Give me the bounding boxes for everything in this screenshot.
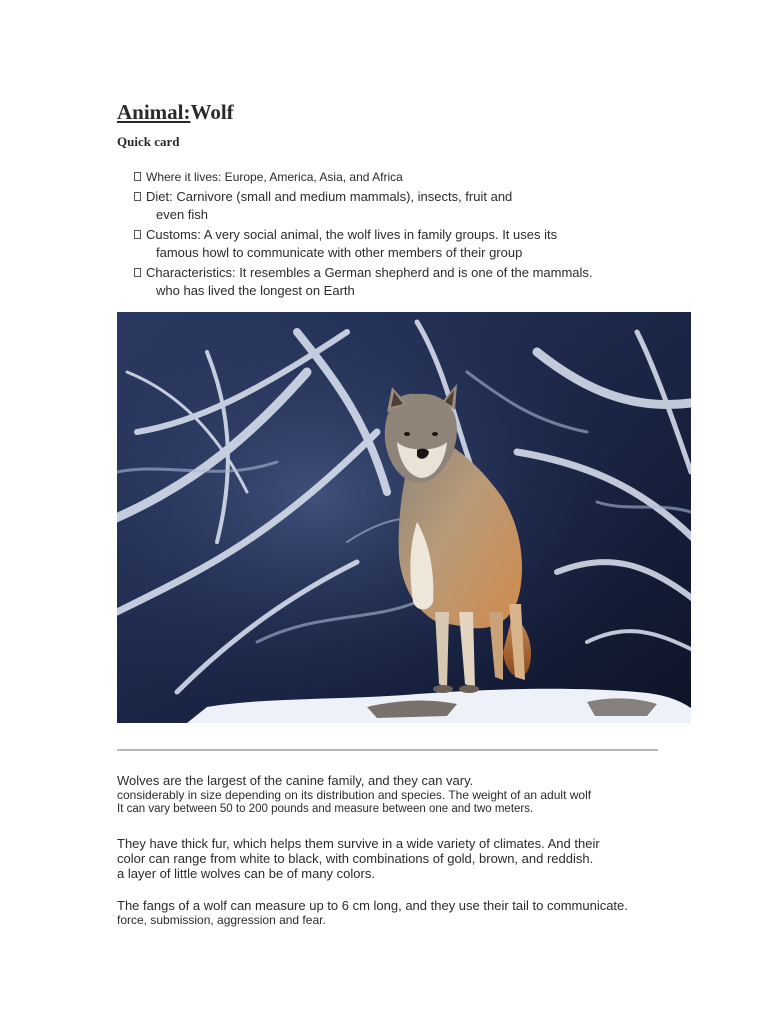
section-subtitle: Quick card [117, 134, 180, 149]
fact-line: Where it lives: Europe, America, Asia, and Africa [146, 170, 403, 184]
paragraph-line: Wolves are the largest of the canine family, and they can vary. [117, 773, 474, 788]
page-title [117, 99, 234, 125]
fact-habitat [134, 168, 634, 186]
fact-diet [134, 188, 634, 224]
square-bullet-icon [134, 172, 141, 181]
paragraph-line: a layer of little wolves can be of many colors. [117, 866, 375, 881]
horizontal-divider [117, 749, 658, 751]
fact-customs [134, 226, 634, 262]
fact-line: Customs: A very social animal, the wolf lives in family groups. It uses its [146, 227, 558, 242]
fact-characteristics [134, 264, 634, 300]
title-prefix: Animal: [117, 100, 191, 124]
fact-line-continued: even fish [156, 207, 209, 222]
fact-line: Characteristics: It resembles a German shepherd and is one of the mammals. [146, 265, 593, 280]
fact-line-continued: famous howl to communicate with other members of their group [156, 245, 523, 260]
fact-line-continued: who has lived the longest on Earth [156, 283, 355, 298]
square-bullet-icon [134, 268, 141, 277]
paragraph-line: considerably in size depending on its distribution and species. The weight of an adult wolf [117, 788, 592, 802]
title-animal-name: Wolf [190, 100, 234, 124]
paragraph-size [117, 773, 657, 816]
square-bullet-icon [134, 230, 141, 239]
paragraph-fur [117, 836, 657, 881]
paragraph-line: color can range from white to black, with combinations of gold, brown, and reddish. [117, 851, 594, 866]
paragraph-line: It can vary between 50 to 200 pounds and measure between one and two meters. [117, 803, 534, 815]
paragraph-line: They have thick fur, which helps them survive in a wide variety of climates. And their [117, 836, 600, 851]
wolf-photo [117, 312, 691, 723]
quick-facts-list [134, 168, 634, 302]
square-bullet-icon [134, 192, 141, 201]
paragraph-line: The fangs of a wolf can measure up to 6 cm long, and they use their tail to communicate. [117, 898, 628, 913]
wolf-in-snow-illustration [117, 312, 691, 723]
paragraph-line: force, submission, aggression and fear. [117, 913, 326, 927]
fact-line: Diet: Carnivore (small and medium mammals), insects, fruit and [146, 189, 513, 204]
paragraph-fangs [117, 898, 657, 927]
